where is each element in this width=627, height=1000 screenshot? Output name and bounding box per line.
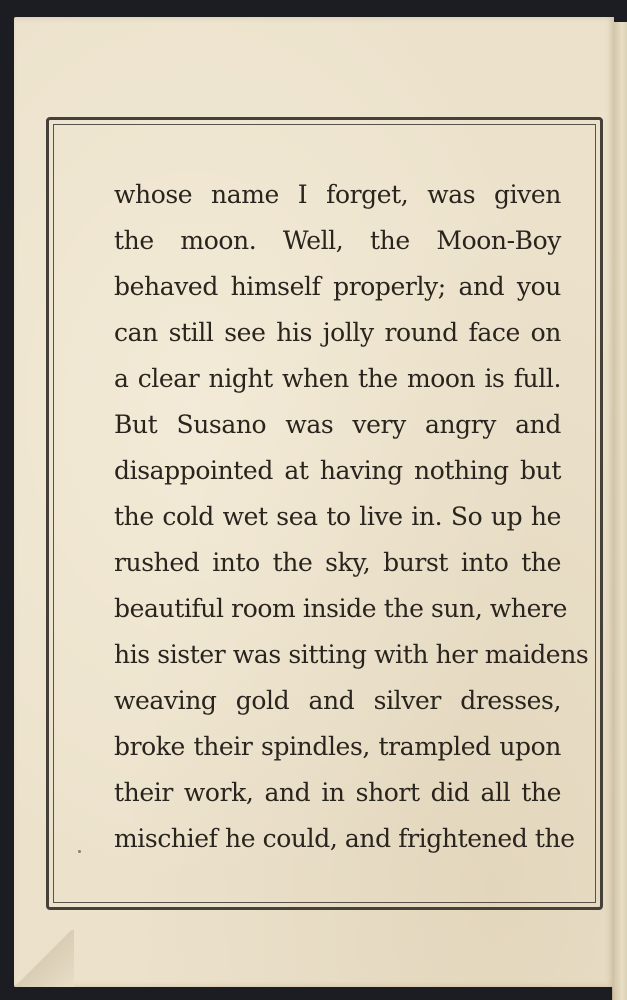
text-line-6: But Susano was very angry and [114,410,561,439]
text-line-14: their work, and in short did all the [114,778,561,807]
next-page-edge [612,22,627,1000]
text-line-9: rushed into the sky, burst into the [114,548,561,577]
text-line-11: his sister was sitting with her maidens [114,640,589,669]
text-line-2: the moon. Well, the Moon-Boy [114,226,561,255]
text-line-3: behaved himself properly; and you [114,272,561,301]
text-line-10: beautiful room inside the sun, where [114,594,567,623]
ink-speck [78,850,81,853]
text-line-4: can still see his jolly round face on [114,318,561,347]
text-line-5: a clear night when the moon is full. [114,364,561,393]
text-line-12: weaving gold and silver dresses, [114,686,561,715]
page-corner-fold [14,930,74,987]
text-line-7: disappointed at having nothing but [114,456,561,485]
text-line-8: the cold wet sea to live in. So up he [114,502,561,531]
text-line-1: whose name I forget, was given [114,180,561,209]
text-line-13: broke their spindles, trampled upon [114,732,561,761]
text-line-15: mischief he could, and frightened the [114,824,575,853]
page-text [114,172,589,862]
